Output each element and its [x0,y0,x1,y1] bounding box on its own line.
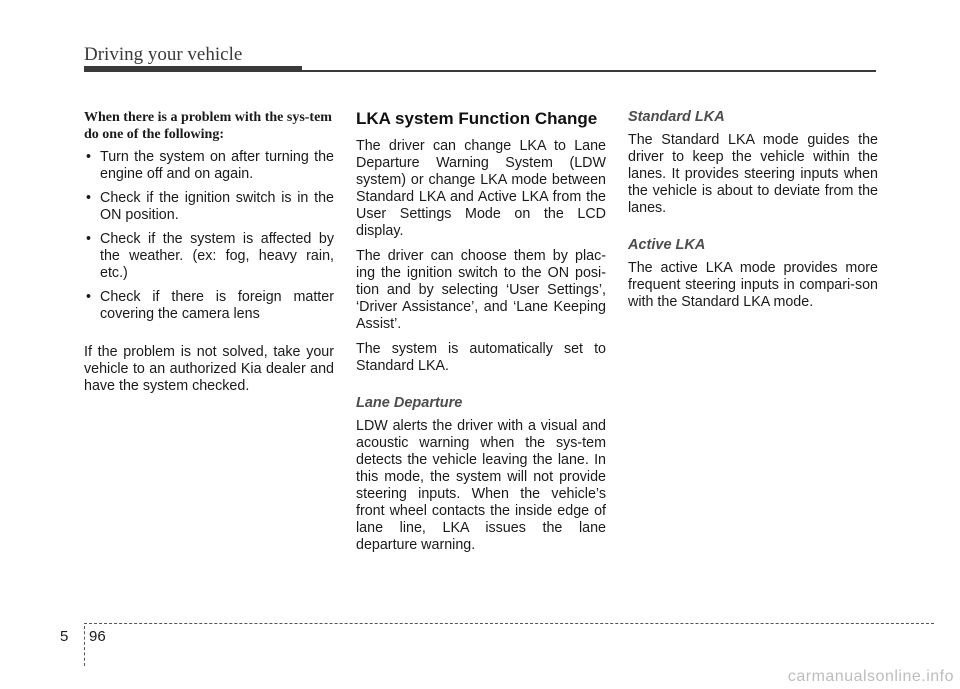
troubleshoot-closing: If the problem is not solved, take your vehicle to an authorized Kia dealer and have the system checked. [84,344,334,394]
page-number: 96 [89,628,106,645]
paragraph: The Standard LKA mode guides the driver to keep the vehicle within the lanes. It provides steering inputs when the vehicle is about to deviate from the lanes. [628,132,878,216]
list-item: • Check if the system is affected by the weather. (ex: fog, heavy rain, etc.) [84,231,334,282]
footer-rule [84,623,934,624]
subheading-active-lka: Active LKA [628,237,706,253]
section-heading: LKA system Function Change [356,109,598,128]
column-3 [628,109,878,319]
troubleshoot-list [84,149,334,323]
chapter-number: 5 [60,628,69,645]
list-item: • Check if there is foreign matter covering the camera lens [84,289,334,323]
subheading-standard-lka: Standard LKA [628,109,725,125]
watermark: carmanualsonline.info [787,668,954,685]
page-header-title: Driving your vehicle [84,44,243,65]
list-item: • Check if the ignition switch is in the ON position. [84,190,334,224]
paragraph: The driver can change LKA to Lane Departure Warning System (LDW system) or change LKA mode between Standard LKA and Active LKA from the User Settings Mode on the LCD display. [356,138,606,239]
paragraph: The system is automatically set to Standard LKA. [356,341,606,374]
column-2 [356,109,606,562]
paragraph: The driver can choose them by plac-ing the ignition switch to the ON posi-tion and by selecting ‘User Settings’, ‘Driver Assistance’, and ‘Lane Keeping Assist’. [356,248,606,332]
troubleshoot-intro: When there is a problem with the sys-tem do one of the following: [84,110,332,142]
footer-separator [84,626,85,666]
header-rule-thick [84,66,302,72]
paragraph: LDW alerts the driver with a visual and acoustic warning when the sys-tem detects the vehicle leaving the lane. In this mode, the system will not provide steering inputs. When the vehicle’s front wheel contacts the inside edge of lane line, LKA issues the lane departure warning. [356,418,606,553]
paragraph: The active LKA mode provides more frequent steering inputs in compari-son with the Standard LKA mode. [628,260,878,310]
header-rule-thin [302,70,876,72]
column-1 [84,109,334,403]
list-item: • Turn the system on after turning the engine off and on again. [84,149,334,183]
subheading-lane-departure: Lane Departure [356,395,463,411]
